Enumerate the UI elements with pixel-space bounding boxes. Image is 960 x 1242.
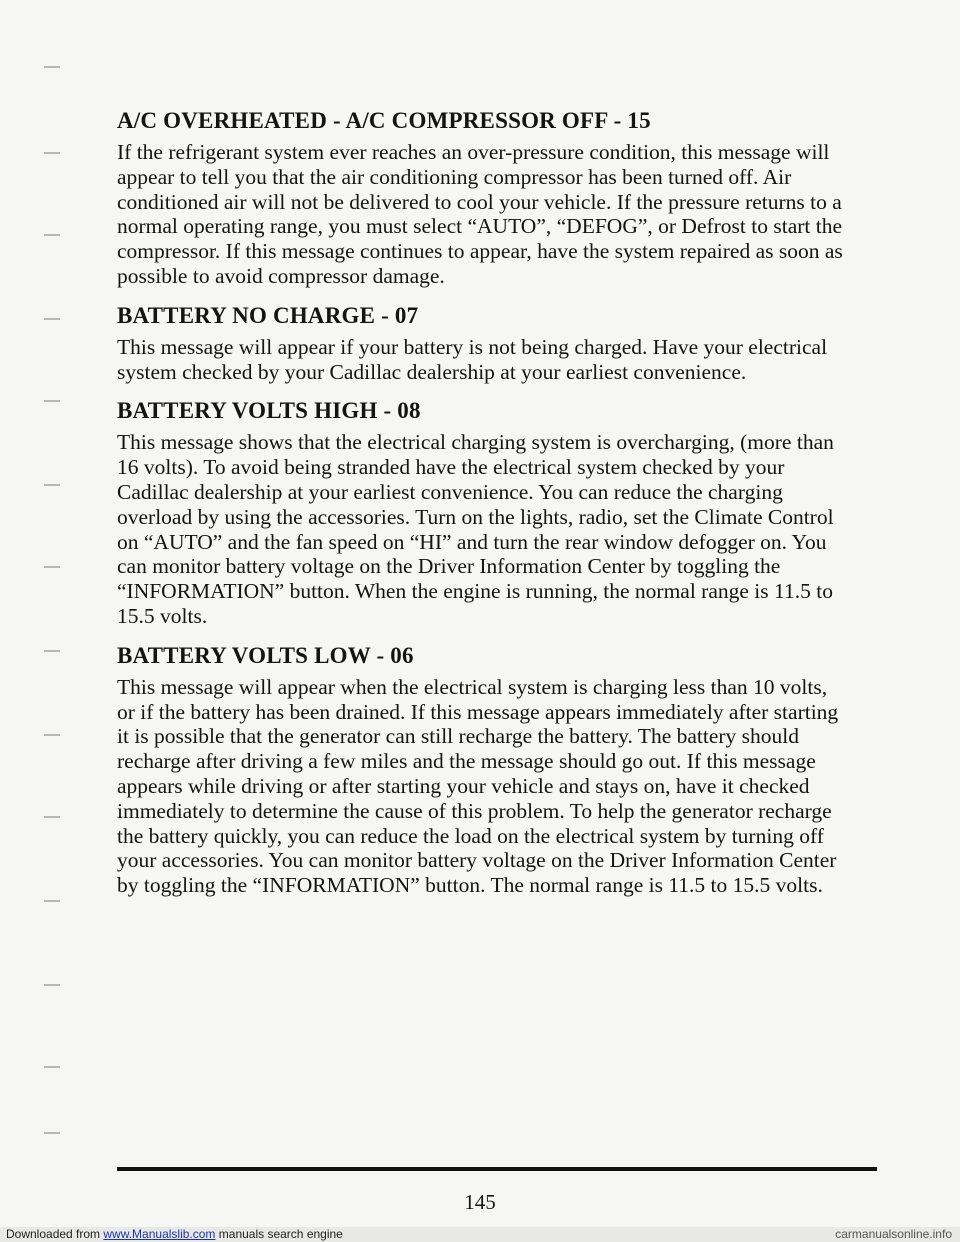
section-heading: BATTERY VOLTS LOW - 06	[117, 642, 414, 668]
margin-marks	[0, 0, 90, 1242]
margin-mark	[44, 984, 60, 986]
margin-mark	[44, 816, 60, 818]
manualslib-link[interactable]: www.Manualslib.com	[103, 1227, 216, 1241]
footer-prefix: Downloaded from	[6, 1227, 104, 1241]
footer-rule	[117, 1167, 877, 1171]
section-battery-volts-low	[117, 641, 847, 898]
page-number: 145	[464, 1190, 496, 1214]
section-ac-overheated	[117, 106, 847, 289]
download-footer	[0, 1227, 960, 1242]
margin-mark	[44, 566, 60, 568]
section-body: This message shows that the electrical charging system is overcharging, (more than 16 volts). To avoid being stranded have the electrical system checked by your Cadillac dealership at your earliest convenience. You can reduce the charging overload by using the accessories. Turn on the lights, radio, set the Climate Control on “AUTO” and the fan speed on “HI” and turn the rear window defogger on. You can monitor battery voltage on the Driver Information Center by toggling the “INFORMATION” button. When the engine is running, the normal range is 11.5 to 15.5 volts.	[117, 430, 834, 628]
margin-mark	[44, 900, 60, 902]
manual-page-content	[117, 106, 847, 910]
margin-mark	[44, 650, 60, 652]
margin-mark	[44, 484, 60, 486]
margin-mark	[44, 234, 60, 236]
site-watermark: carmanualsonline.info	[835, 1227, 952, 1241]
margin-mark	[44, 1132, 60, 1134]
section-heading: BATTERY VOLTS HIGH - 08	[117, 398, 421, 424]
footer-suffix: manuals search engine	[215, 1227, 343, 1241]
section-heading: BATTERY NO CHARGE - 07	[117, 302, 419, 328]
margin-mark	[44, 318, 60, 320]
section-body: If the refrigerant system ever reaches an over-pressure condition, this message will appear to tell you that the air conditioning compressor has been turned off. Air conditioned air will not be delivered to cool your vehicle. If the pressure returns to a normal operating range, you must select “AUTO”, “DEFOG”, or Defrost to start the compressor. If this message continues to appear, have the system repaired as soon as possible to avoid compressor damage.	[117, 140, 843, 288]
margin-mark	[44, 66, 60, 68]
margin-mark	[44, 152, 60, 154]
section-body: This message will appear when the electrical system is charging less than 10 volts, or if the battery has been drained. If this message appears immediately after starting it is possible that the generator can still recharge the battery. The battery should recharge after driving a few miles and the message should go out. If this message appears while driving or after starting your vehicle and stays on, have it checked immediately to determine the cause of this problem. To help the generator recharge the battery quickly, you can reduce the load on the electrical system by turning off your accessories. You can monitor battery voltage on the Driver Information Center by toggling the “INFORMATION” button. The normal range is 11.5 to 15.5 volts.	[117, 674, 839, 898]
margin-mark	[44, 400, 60, 402]
section-battery-no-charge	[117, 301, 847, 385]
margin-mark	[44, 734, 60, 736]
section-heading: A/C OVERHEATED - A/C COMPRESSOR OFF - 15	[117, 108, 651, 133]
section-battery-volts-high	[117, 396, 847, 628]
margin-mark	[44, 1066, 60, 1068]
section-body: This message will appear if your battery is not being charged. Have your electrical system checked by your Cadillac dealership at your earliest convenience.	[117, 334, 828, 384]
